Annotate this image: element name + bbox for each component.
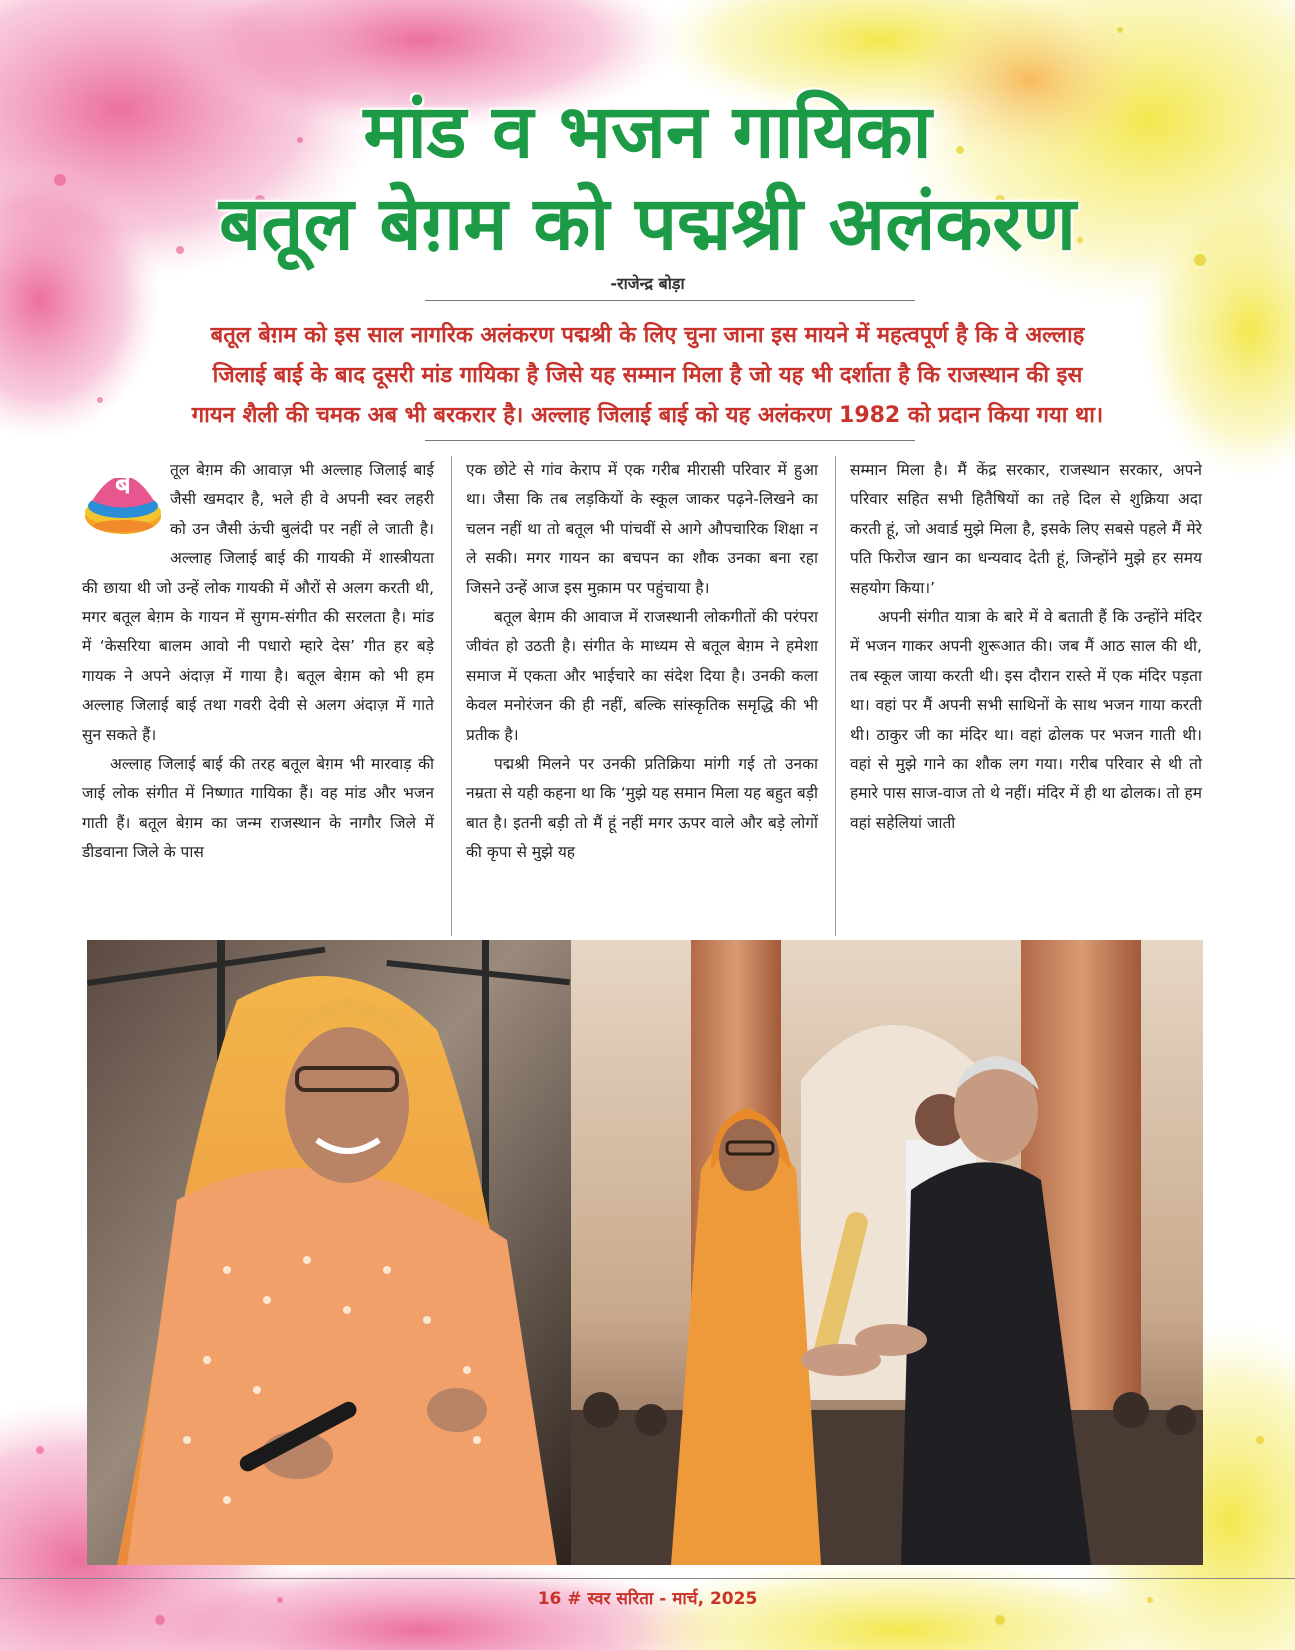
column-separator <box>835 456 836 936</box>
paragraph: पद्मश्री मिलने पर उनकी प्रतिक्रिया मांगी गई तो उनका नम्रता से यही कहना था कि ‘मुझे यह समान मिला यह बहुत बड़ी बात है। इतनी बड़ी तो मैं हूं नहीं मगर ऊपर वाले और बड़े लोगों की कृपा से मुझे यह <box>466 755 818 862</box>
article-columns <box>82 456 1202 936</box>
dropcap <box>82 456 162 546</box>
photo-singer-performing <box>87 940 571 1565</box>
page-footer: 16 # स्वर सरिता - मार्च, 2025 <box>537 1589 758 1609</box>
paragraph: अपनी संगीत यात्रा के बारे में वे बताती हैं कि उन्होंने मंदिर में भजन गाकर अपनी शुरूआत की। जब मैं आठ साल की थी, तब स्कूल जाया करती थी। इस दौरान रास्ते में एक मंदिर पड़ता था। वहां पर मैं अपनी सभी साथिनों के साथ भजन गाया करती थी। ठाकुर जी का मंदिर था। वहां ढोलक पर भजन गाती थी। वहां से मुझे गाने का शौक लग गया। गरीब परिवार से थी तो हमारे पास साज-वाज तो थे नहीं। मंदिर में ही था ढोलक। तो हम वहां सहेलियां जाती <box>850 608 1202 832</box>
paragraph: अल्लाह जिलाई बाई की तरह बतूल बेग़म भी मारवाड़ की जाई लोक संगीत में निष्णात गायिका हैं। वह मांड और भजन गाती हैं। बतूल बेग़म का जन्म राजस्थान के नागौर जिले में डीडवाना जिले के पास <box>82 755 434 862</box>
intro-standfirst <box>80 316 1215 436</box>
footer-divider <box>0 1578 1295 1579</box>
headline-line-1: मांड व भजन गायिका <box>363 89 932 175</box>
paragraph: बतूल बेग़म की आवाज में राजस्थानी लोकगीतों की परंपरा जीवंत हो उठती है। संगीत के माध्यम से बतूल बेग़म ने हमेशा समाज में एकता और भाईचारे का संदेश दिया है। उनकी कला केवल मनोरंजन की ही नहीं, बल्कि सांस्कृतिक समृद्धि की भी प्रतीक है। <box>466 608 818 744</box>
author-byline: -राजेन्द्र बोड़ा <box>610 274 685 293</box>
column-separator <box>451 456 452 936</box>
article-column-3 <box>850 456 1202 838</box>
paragraph: तूल बेग़म की आवाज़ भी अल्लाह जिलाई बाई जैसी खमदार है, भले ही वे अपनी स्वर लहरी को उन जैसी ऊंची बुलंदी पर नहीं ले जाती है। अल्लाह जिलाई बाई की गायकी में शास्त्रीयता की छाया थी जो उन्हें लोक गायकी में औरों से अलग करती थी, मगर बतूल बेग़म के गायन में सुगम-संगीत की सरलता है। मांड में ‘केसरिया बालम आवो नी पधारो म्हारे देस’ गीत हर बड़े गायक ने अपने अंदाज़ में गाया है। बतूल बेग़म को भी हम अल्लाह जिलाई बाई तथा गवरी देवी से अलग अंदाज़ में गाते सुन सकते हैं। <box>82 461 434 744</box>
dropcap-letter: ब <box>115 467 131 500</box>
photo-award-ceremony <box>571 940 1203 1565</box>
intro-line: गायन शैली की चमक अब भी बरकरार है। अल्लाह जिलाई बाई को यह अलंकरण 1982 को प्रदान किया गया था। <box>191 403 1104 428</box>
divider-top <box>425 300 915 301</box>
article-column-2 <box>466 456 818 868</box>
headline-line-2: बतूल बेग़म को पद्मश्री अलंकरण <box>219 181 1076 267</box>
article-column-1 <box>82 456 434 868</box>
paragraph: एक छोटे से गांव केराप में एक गरीब मीरासी परिवार में हुआ था। जैसा कि तब लड़कियों के स्कूल जाकर पढ़ने-लिखने का चलन नहीं था तो बतूल भी पांचवीं से आगे औपचारिक शिक्षा न ले सकी। मगर गायन का बचपन का शौक उनका बना रहा जिसने उन्हें आज इस मुक़ाम पर पहुंचाया है। <box>466 461 818 597</box>
paragraph: सम्मान मिला है। मैं केंद्र सरकार, राजस्थान सरकार, अपने परिवार सहित सभी हितैषियों का तहे दिल से शुक्रिया अदा करती हूं, जो अवार्ड मुझे मिला है, इसके लिए सबसे पहले मैं मेरे पति फिरोज खान का धन्यवाद देती हूं, जिन्होंने मुझे हर समय सहयोग किया।’ <box>850 461 1202 597</box>
intro-line: जिलाई बाई के बाद दूसरी मांड गायिका है जिसे यह सम्मान मिला है जो यह भी दर्शाता है कि राजस्थान की इस <box>212 363 1083 388</box>
divider-bottom <box>425 440 915 441</box>
intro-line: बतूल बेग़म को इस साल नागरिक अलंकरण पद्मश्री के लिए चुना जाना इस मायने में महत्वपूर्ण है कि वे अल्लाह <box>210 323 1085 348</box>
